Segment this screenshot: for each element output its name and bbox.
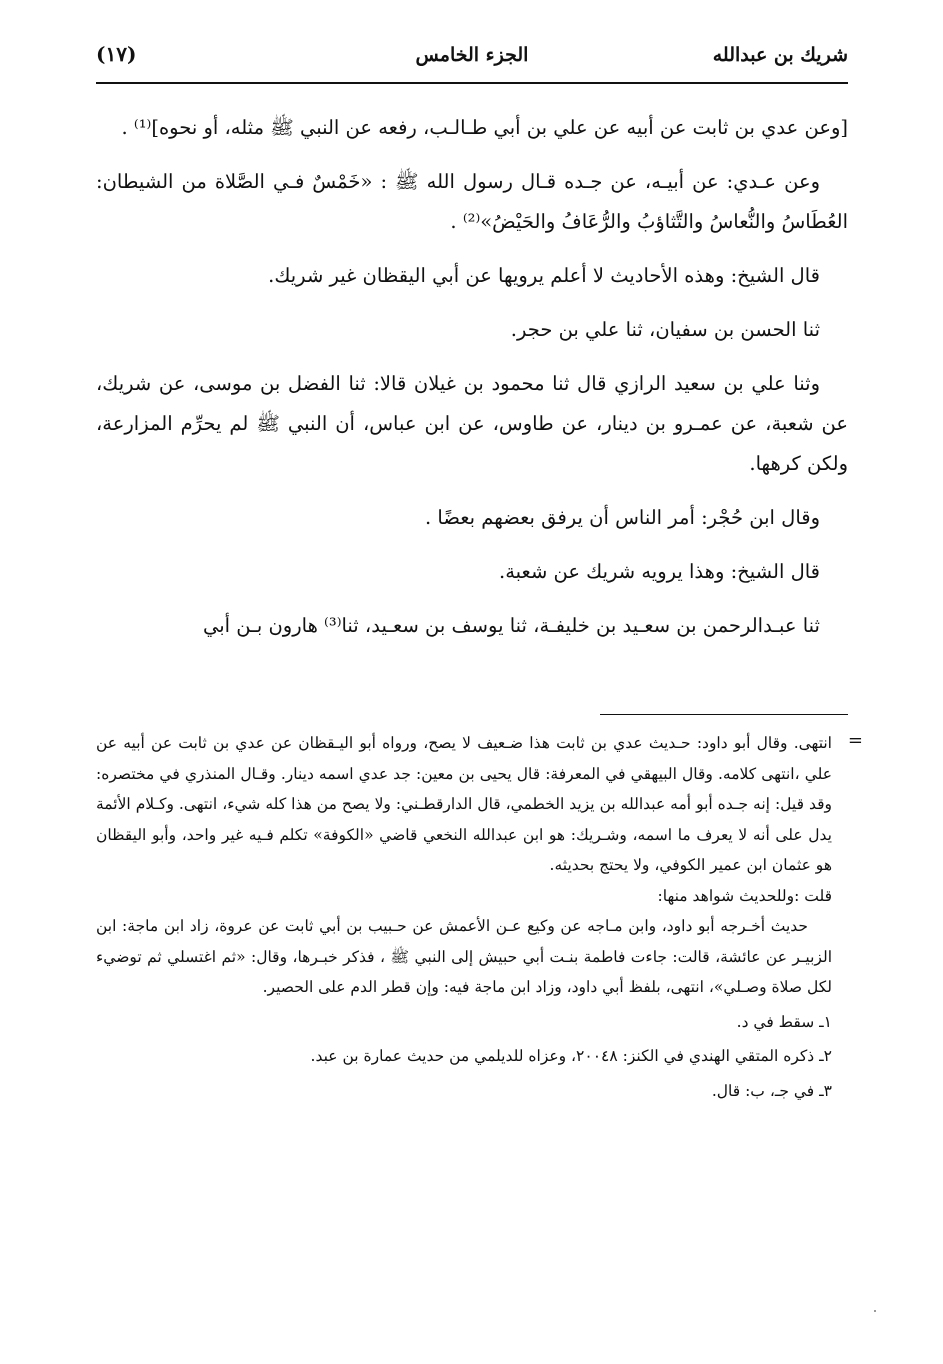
paragraph-4: ثنا الحسن بن سفيان، ثنا علي بن حجر. <box>510 318 820 341</box>
continuation-mark: = <box>847 730 863 751</box>
header-divider <box>96 82 848 84</box>
main-text <box>96 108 848 660</box>
scan-speck <box>874 1310 876 1312</box>
page-number: (١٧) <box>96 42 137 66</box>
running-title: شريك بن عبدالله <box>712 44 848 66</box>
footnote-3: ٣ـ في جـ، ب: قال. <box>711 1081 832 1100</box>
paragraph-3: قال الشيخ: وهذه الأحاديث لا أعلم يرويها عن أبي اليقظان غير شريك. <box>268 264 820 287</box>
paragraph-1: [وعن عدي بن ثابت عن أبيه عن علي بن أبي طـالـب، رفعه عن النبي ﷺ مثله، أو نحوه]⁽¹⁾ . <box>121 116 848 139</box>
paragraph-6: وقال ابن حُجْر: أمر الناس أن يرفق بعضهم بعضًا . <box>424 506 820 529</box>
paragraph-2: وعن عـدي: عن أبيـه، عن جـده قـال رسول الله ﷺ : «خَمْسٌ فـي الصَّلاة من الشيطان: العُطَاسُ والنُّعاسُ والتَّثاؤبُ والرُّعَافُ والحَيْضُ»⁽²⁾ . <box>96 170 848 233</box>
footnote-2: ٢ـ ذكره المتقي الهندي في الكنز: ٢٠٠٤٨، وعزاه للديلمي من حديث عمارة بن عبد. <box>310 1047 832 1065</box>
paragraph-8: ثنا عبـدالرحمن بن سعـيد بن خليفـة، ثنا يوسف بن سعـيد، ثنا⁽³⁾ هارون بـن أبي <box>203 614 820 637</box>
volume-title: الجزء الخامس <box>415 44 529 66</box>
paragraph-7: قال الشيخ: وهذا يرويه شريك عن شعبة. <box>499 560 820 583</box>
note-comment: قلت :وللحديث شواهد منها: <box>657 886 832 905</box>
footnotes <box>96 728 832 1106</box>
note-continued: انتهى. وقال أبو داود: حـديث عدي بن ثابت هذا ضـعيف لا يصح، ورواه أبو اليـقظان عن عدي بن ثابت عن أبيه عن علي ،انتهى كلامه. وقال البيهقي في المعرفة: قال يحيى بن معين: جد عدي اسمه دينار. وقـال المنذري في مختصره: وقد قيل: إنه جـده أبو أمه عبدالله بن يزيد الخطمي، قال الدارقطـني: ولا يصح من هذا كله شيء، انتهى. وكـلام الأئمة يدل على أنه لا يعرف ما اسمه، وشـريك: هو ابن عبدالله النخعي قاضي «الكوفة» تكلم فـيه غير واحد، وأبو اليقظان هو عثمان ابن عمير الكوفي، ولا يحتج بحديثه. <box>96 734 832 874</box>
page-header <box>96 40 848 82</box>
footnote-1: ١ـ سقط في د. <box>736 1012 832 1031</box>
footnote-divider <box>600 714 848 715</box>
note-hadith: حديث أخـرجه أبو داود، وابن مـاجه عن وكيع عـن الأعمش عن حـبيب بن أبي ثابت عن عروة، زاد ابن ماجة: ابن الزبيـر عن عائشة، قالت: جاءت فاطمة بنـت أبي حبيش إلى النبي ﷺ ، فذكر خبـرها، وقال: «ثم اغتسلي ثم توضيء لكل صلاة وصـلي»، انتهى، بلفظ أبي داود، وزاد ابن ماجة فيه: وإن قطر الدم على الحصير. <box>96 917 832 996</box>
paragraph-5: وثنا علي بن سعيد الرازي قال ثنا محمود بن غيلان قالا: ثنا الفضل بن موسى، عن شريك، عن شعبة، عن عمـرو بن دينار، عن طاوس، عن ابن عباس، أن النبي ﷺ لم يحرِّم المزارعة، ولكن كرهها. <box>96 372 848 475</box>
